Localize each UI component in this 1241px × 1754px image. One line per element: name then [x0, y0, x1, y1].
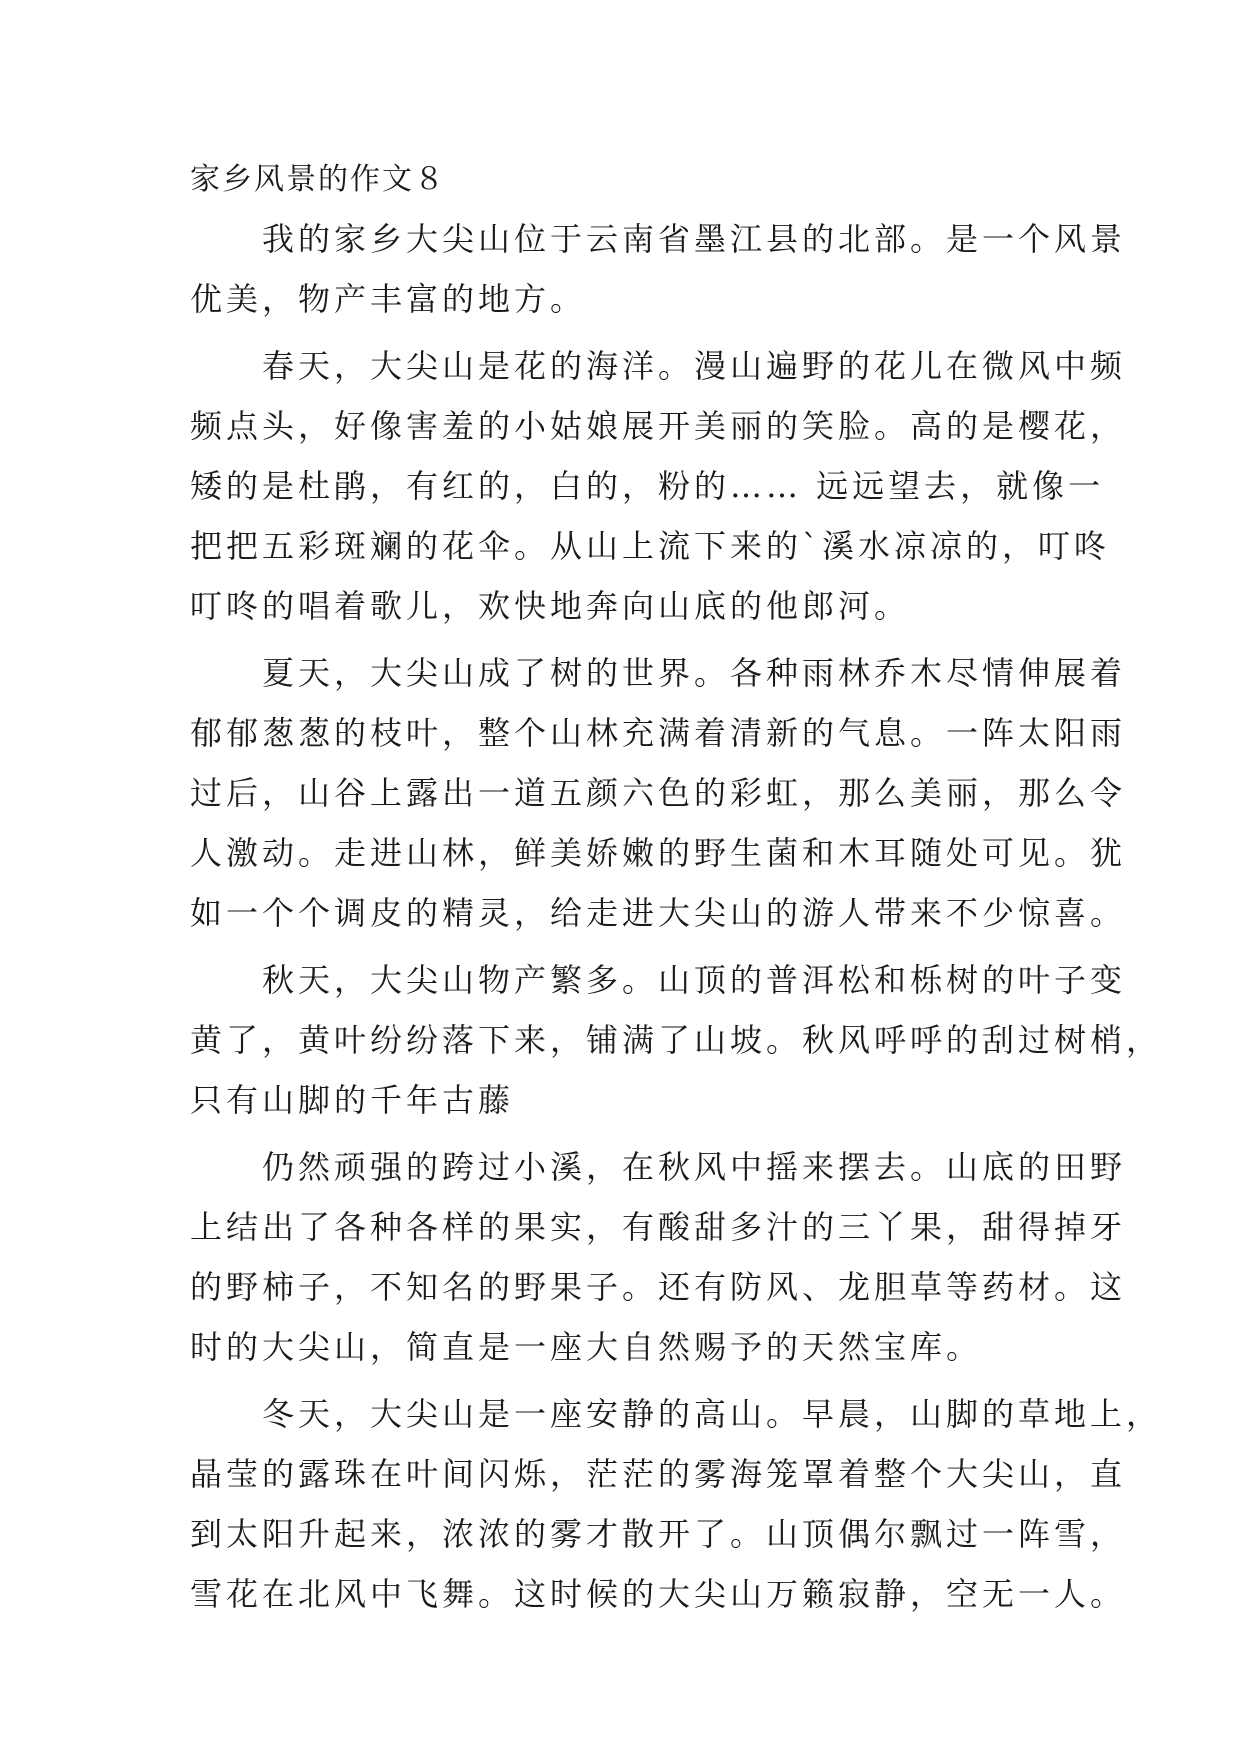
text-line: 如一个个调皮的精灵，给走进大尖山的游人带来不少惊喜。	[190, 894, 1127, 932]
text-line: 上结出了各种各样的果实，有酸甜多汁的三丫果，甜得掉牙	[190, 1208, 1127, 1246]
text-line: 到太阳升起来，浓浓的雾才散开了。山顶偶尔飘过一阵雪，	[190, 1515, 1127, 1553]
document-title: 家乡风景的作文８	[190, 162, 446, 197]
text-line: 叮咚的唱着歌儿，欢快地奔向山底的他郎河。	[190, 587, 911, 625]
text-line: 我的家乡大尖山位于云南省墨江县的北部。是一个风景	[190, 220, 1127, 258]
text-line: 时的大尖山，简直是一座大自然赐予的天然宝库。	[190, 1328, 983, 1366]
text-line: 把把五彩斑斓的花伞。从山上流下来的`溪水凉凉的，叮咚	[190, 527, 1111, 565]
text-line: 人激动。走进山林，鲜美娇嫩的野生菌和木耳随处可见。犹	[190, 834, 1127, 872]
text-line: 矮的是杜鹃，有红的，白的，粉的…… 远远望去，就像一	[190, 467, 1105, 505]
text-line: 秋天，大尖山物产繁多。山顶的普洱松和栎树的叶子变	[190, 961, 1127, 999]
text-line: 春天，大尖山是花的海洋。漫山遍野的花儿在微风中频	[190, 347, 1127, 385]
text-line: 冬天，大尖山是一座安静的高山。早晨，山脚的草地上，	[190, 1395, 1163, 1433]
text-line: 郁郁葱葱的枝叶，整个山林充满着清新的气息。一阵太阳雨	[190, 714, 1127, 752]
text-line: 雪花在北风中飞舞。这时候的大尖山万籁寂静，空无一人。	[190, 1575, 1127, 1613]
text-line: 夏天，大尖山成了树的世界。各种雨林乔木尽情伸展着	[190, 654, 1127, 692]
text-line: 晶莹的露珠在叶间闪烁，茫茫的雾海笼罩着整个大尖山，直	[190, 1455, 1127, 1493]
text-line: 优美，物产丰富的地方。	[190, 280, 587, 318]
text-line: 的野柿子，不知名的野果子。还有防风、龙胆草等药材。这	[190, 1268, 1127, 1306]
text-line: 只有山脚的千年古藤	[190, 1081, 515, 1119]
text-line: 黄了，黄叶纷纷落下来，铺满了山坡。秋风呼呼的刮过树梢，	[190, 1021, 1163, 1059]
text-line: 频点头，好像害羞的小姑娘展开美丽的笑脸。高的是樱花，	[190, 407, 1127, 445]
text-line: 过后，山谷上露出一道五颜六色的彩虹，那么美丽，那么令	[190, 774, 1127, 812]
text-line: 仍然顽强的跨过小溪，在秋风中摇来摆去。山底的田野	[190, 1148, 1127, 1186]
